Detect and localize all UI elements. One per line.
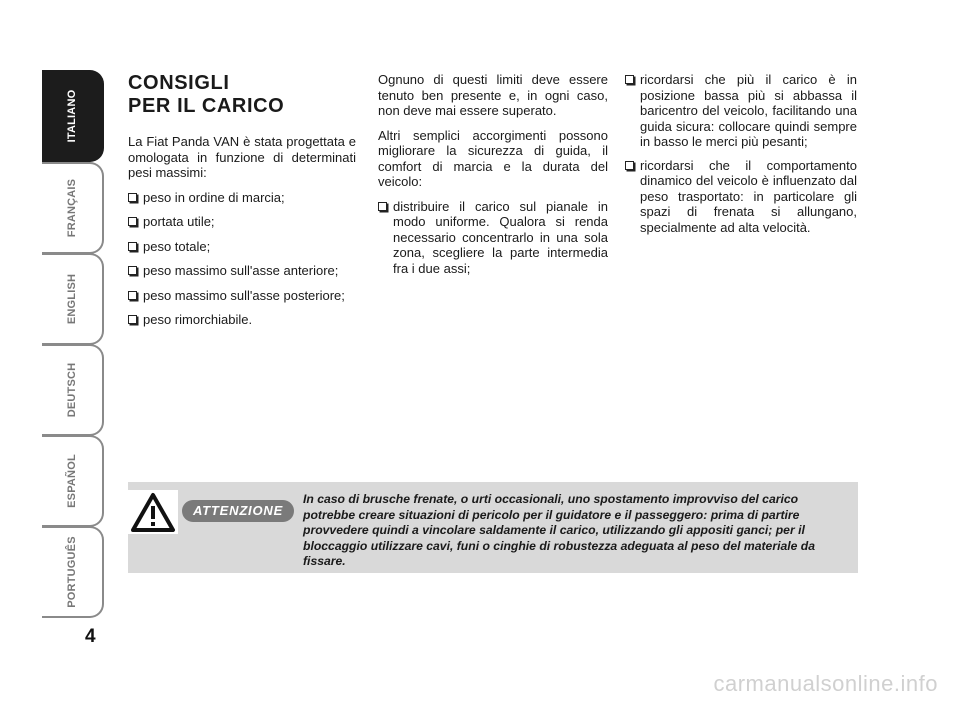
tips-list xyxy=(378,199,608,277)
tab-espanol[interactable] xyxy=(42,435,104,527)
watermark: carmanualsonline.info xyxy=(713,671,938,696)
section-title xyxy=(128,72,356,118)
title-line-1: CONSIGLI xyxy=(128,72,230,94)
tab-label: FRANÇAIS xyxy=(66,178,78,238)
list-item: portata utile; xyxy=(128,214,356,230)
tab-label: PORTUGUÊS xyxy=(66,536,78,608)
warning-text: In caso di brusche frenate, o urti occasionali, uno spostamento improvviso del carico potrebbe creare situazioni di pericolo per il guidatore e il passeggero: prima di partire provvedere quindi a vincolare saldamente il carico, utilizzando gli appositi ganci; per il bloccaggio utilizzare cavi, funi o cinghie di robustezza adeguata al peso del materiale da fissare. xyxy=(303,492,815,568)
tab-english[interactable] xyxy=(42,253,104,345)
list-item: ricordarsi che più il carico è in posizione bassa più si abbassa il baricentro del veicolo, facilitando una guida sicura: collocare quindi sempre in basso le merci più pesanti; xyxy=(625,72,857,150)
tab-portugues[interactable] xyxy=(42,526,104,618)
warning-label: ATTENZIONE xyxy=(182,500,294,522)
weight-limits-list xyxy=(128,190,356,328)
list-item: peso massimo sull'asse anteriore; xyxy=(128,263,356,279)
list-item: peso massimo sull'asse posteriore; xyxy=(128,288,356,304)
page-number: 4 xyxy=(85,626,96,647)
tab-deutsch[interactable] xyxy=(42,344,104,436)
tab-francais[interactable] xyxy=(42,162,104,254)
tab-italiano[interactable] xyxy=(42,70,104,162)
list-item: ricordarsi che il comportamento dinamico del veicolo è influenzato dal peso trasportato: in particolare gli spazi di frenata si allungano, specialmente ad alta velocità. xyxy=(625,158,857,236)
limits-paragraph: Ognuno di questi limiti deve essere tenuto ben presente e, in ogni caso, non deve mai essere superato. xyxy=(378,72,608,118)
tab-label: ENGLISH xyxy=(66,273,78,325)
title-line-2: PER IL CARICO xyxy=(128,95,285,117)
advice-paragraph: Altri semplici accorgimenti possono migliorare la sicurezza di guida, il comfort di marcia e la durata del veicolo: xyxy=(378,127,608,189)
column-2 xyxy=(378,72,608,285)
tab-label: ITALIANO xyxy=(66,89,78,143)
tab-label: ESPAÑOL xyxy=(66,454,78,508)
warning-triangle-icon xyxy=(128,490,178,534)
intro-paragraph: La Fiat Panda VAN è stata progettata e omologata in funzione di determinati pesi massimi: xyxy=(128,134,356,180)
list-item: distribuire il carico sul pianale in modo uniforme. Qualora si renda necessario concentrarlo in una sola zona, scegliere la parte intermedia fra i due assi; xyxy=(378,199,608,277)
warning-box xyxy=(128,482,858,573)
tips-list-continued xyxy=(625,72,857,235)
list-item: peso in ordine di marcia; xyxy=(128,190,356,206)
list-item: peso totale; xyxy=(128,239,356,255)
column-3 xyxy=(625,72,857,243)
tab-label: DEUTSCH xyxy=(66,362,78,418)
list-item: peso rimorchiabile. xyxy=(128,312,356,328)
column-1 xyxy=(128,72,356,337)
